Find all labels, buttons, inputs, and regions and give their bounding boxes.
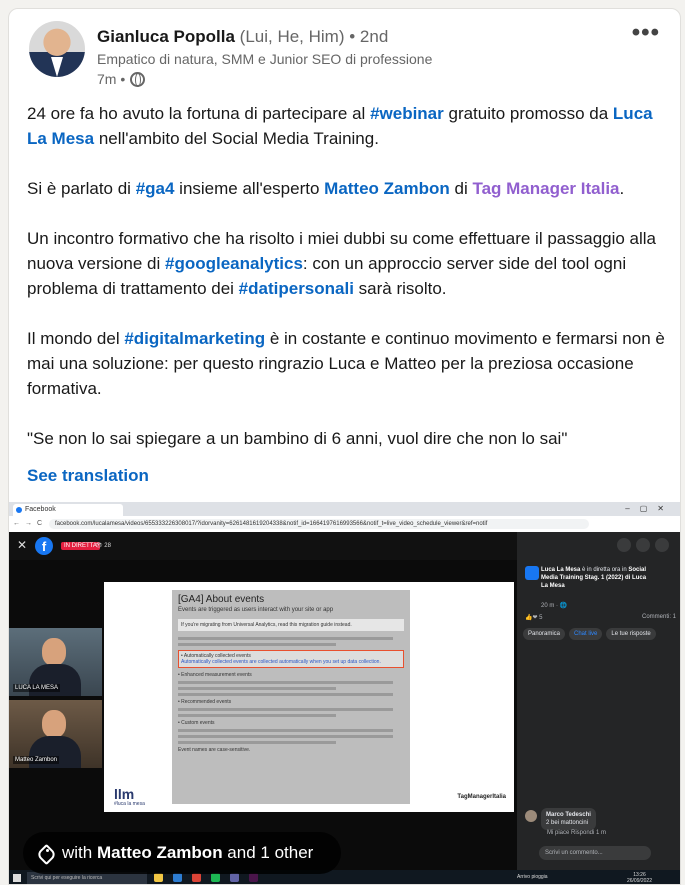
tab-panoramica: Panoramica bbox=[523, 628, 565, 640]
slide-highlight bbox=[178, 650, 404, 668]
chrome-icon bbox=[192, 873, 201, 882]
live-author bbox=[541, 566, 651, 590]
taskbar-date: 26/09/2022 bbox=[626, 878, 652, 884]
webcam-luca bbox=[9, 628, 102, 696]
hashtag-digitalmarketing[interactable]: #digitalmarketing bbox=[124, 329, 266, 348]
facebook-logo-icon: f bbox=[35, 537, 53, 555]
post-card bbox=[8, 8, 681, 885]
text-span: Un incontro formativo che ha risolto i miei dubbi su come effettuare il passaggio alla nuova versione di bbox=[27, 229, 657, 273]
see-translation-button[interactable]: See translation bbox=[27, 466, 149, 485]
profile-avatar-icon bbox=[655, 538, 669, 552]
text-span: sarà risolto. bbox=[353, 279, 447, 298]
slide-text-line bbox=[178, 714, 336, 717]
write-comment-field: Scrivi un commento... bbox=[539, 846, 651, 860]
live-badge: IN DIRETTA bbox=[61, 542, 100, 550]
reactions-count: 👍❤ 5 bbox=[525, 615, 543, 621]
text-span: Il mondo del bbox=[27, 329, 125, 348]
taskbar-clock bbox=[627, 872, 652, 884]
text-span: Si è parlato di bbox=[27, 179, 136, 198]
text-span: and 1 other bbox=[222, 843, 314, 862]
llm-logo: llm bbox=[114, 786, 135, 802]
taskbar-search: Scrivi qui per eseguire la ricerca bbox=[27, 872, 147, 884]
slide-text-line bbox=[178, 681, 393, 684]
folder-icon bbox=[154, 873, 163, 882]
webcam-matteo bbox=[9, 700, 102, 768]
comment-author: Marco Tedeschi bbox=[546, 812, 591, 818]
page-avatar bbox=[525, 566, 539, 580]
connection-degree: • 2nd bbox=[349, 27, 389, 46]
browser-nav-icon: ←→C bbox=[13, 520, 48, 527]
teams-icon bbox=[230, 873, 239, 882]
tagged-text bbox=[62, 843, 313, 863]
post-quote: "Se non lo sai spiegare a un bambino di 6 anni, vuol dire che non lo sai" bbox=[27, 429, 568, 448]
text-span: with bbox=[62, 843, 97, 862]
cam-label: Matteo Zambon bbox=[15, 757, 58, 763]
slide-title: [GA4] About events bbox=[178, 594, 265, 605]
text-span: : con un approccio server side del tool ogni problema di trattamento dei bbox=[27, 254, 627, 298]
tagged-people-pill[interactable] bbox=[23, 832, 341, 874]
slide-item: • Custom events bbox=[178, 720, 215, 726]
hashtag-datipersonali[interactable]: #datipersonali bbox=[238, 279, 354, 298]
comment-text: 2 bei mattoncini bbox=[546, 820, 589, 826]
more-options-icon[interactable]: ••• bbox=[631, 19, 660, 46]
post-time bbox=[97, 71, 145, 87]
slide-text-line bbox=[178, 637, 393, 640]
windows-start-icon bbox=[13, 874, 21, 882]
llm-logo-sub: #luca la mesa bbox=[114, 801, 145, 807]
window-controls-icon: –▢✕ bbox=[625, 504, 674, 513]
url-text: facebook.com/lucalamesa/videos/655333226308017/?idorvanity=6261481619204338&notif_id=1664197616993566&notif_t=live_video_schedule_viewer&ref=notif bbox=[49, 519, 589, 529]
slide-subtitle: Events are triggered as users interact with your site or app bbox=[178, 607, 334, 613]
live-comment bbox=[541, 808, 596, 830]
globe-icon bbox=[130, 72, 145, 87]
fb-video-topbar bbox=[9, 532, 517, 560]
slide-text-line bbox=[178, 687, 336, 690]
mention-luca-la-mesa[interactable]: Luca La Mesa bbox=[27, 104, 653, 148]
post-paragraph bbox=[27, 326, 667, 401]
post-image[interactable] bbox=[9, 502, 681, 885]
post-paragraph bbox=[27, 101, 667, 151]
post-paragraph bbox=[27, 176, 667, 201]
slide-note: If you're migrating from Universal Analytics, read this migration guide instead. bbox=[178, 619, 404, 631]
taskbar-apps bbox=[154, 873, 258, 882]
post-header bbox=[9, 9, 680, 99]
slide-text-line bbox=[178, 729, 393, 732]
video-stage bbox=[9, 560, 517, 870]
tagmanageritalia-logo: TagManagerItalia bbox=[457, 794, 506, 800]
post-text bbox=[27, 101, 667, 488]
browser-addressbar bbox=[9, 516, 681, 532]
post-timestamp: 7m • bbox=[97, 71, 126, 87]
taskbar-weather: Arrivo pioggia bbox=[517, 874, 548, 880]
live-group: Social Media Training Stag. 1 (2022) di Luca La Mesa bbox=[541, 567, 647, 589]
text-span: di bbox=[449, 179, 473, 198]
slide-item-desc: Automatically collected events are collected automatically when you set up data collection. bbox=[181, 659, 381, 665]
comment-actions: Mi piace Rispondi 1 m bbox=[547, 830, 607, 836]
text-span: nell'ambito del Social Media Training. bbox=[94, 129, 379, 148]
spotify-icon bbox=[211, 873, 220, 882]
browser-tabbar bbox=[9, 502, 681, 516]
slide-item: • Recommended events bbox=[178, 699, 232, 705]
slide-item: • Automatically collected events bbox=[181, 653, 251, 659]
browser-tab: Facebook bbox=[13, 504, 123, 516]
slack-icon bbox=[249, 873, 258, 882]
notifications-icon bbox=[636, 538, 650, 552]
text-span: . bbox=[619, 179, 625, 198]
author-avatar[interactable] bbox=[29, 21, 85, 77]
text-span: 24 ore fa ho avuto la fortuna di partecipare al bbox=[27, 104, 371, 123]
slide-text-line bbox=[178, 708, 393, 711]
comments-count: Commenti: 1 bbox=[641, 614, 676, 620]
person-head bbox=[42, 638, 66, 666]
taskbar-time: 13:26 bbox=[633, 872, 646, 878]
text-span: è in costante e continuo movimento e fermarsi non è mai una soluzione: per questo ringrazio Luca e Matteo per la preziosa occasione formativa. bbox=[27, 329, 665, 398]
author-name[interactable]: Gianluca Popolla bbox=[97, 27, 235, 46]
slide-content bbox=[172, 590, 410, 804]
fb-live-sidebar bbox=[517, 532, 681, 870]
hashtag-googleanalytics[interactable]: #googleanalytics bbox=[164, 254, 303, 273]
edge-icon bbox=[173, 873, 182, 882]
close-icon: ✕ bbox=[17, 538, 28, 552]
mention-tag-manager-italia[interactable]: Tag Manager Italia bbox=[472, 179, 620, 198]
tab-chat-live: Chat live bbox=[569, 628, 602, 640]
fb-top-icons bbox=[617, 538, 669, 552]
slide-item: • Enhanced measurement events bbox=[178, 672, 252, 678]
text-span: gratuito promosso da bbox=[443, 104, 613, 123]
slide-text-line bbox=[178, 693, 393, 696]
author-name-line bbox=[97, 27, 388, 47]
live-tabs bbox=[523, 628, 656, 640]
commenter-avatar bbox=[525, 810, 537, 822]
viewer-count: 👁 28 bbox=[95, 543, 111, 549]
cam-label: LUCA LA MESA bbox=[15, 685, 59, 691]
live-author-name: Luca La Mesa bbox=[541, 567, 581, 573]
hashtag-ga4[interactable]: #ga4 bbox=[135, 179, 175, 198]
tab-le-tue-risposte: Le tue risposte bbox=[606, 628, 655, 640]
slide-footer: Event names are case-sensitive. bbox=[178, 747, 251, 753]
presentation-slide bbox=[104, 582, 514, 812]
mention-matteo-zambon[interactable]: Matteo Zambon bbox=[324, 179, 450, 198]
messenger-icon bbox=[617, 538, 631, 552]
person-head bbox=[42, 710, 66, 738]
live-meta: 20 m · 🌐 bbox=[541, 603, 568, 609]
tag-icon bbox=[37, 845, 53, 861]
hashtag-webinar[interactable]: #webinar bbox=[370, 104, 444, 123]
tagged-name: Matteo Zambon bbox=[96, 843, 223, 862]
slide-text-line bbox=[178, 735, 393, 738]
slide-text-line bbox=[178, 741, 336, 744]
text-span: insieme all'esperto bbox=[174, 179, 325, 198]
author-pronouns: (Lui, He, Him) bbox=[239, 27, 345, 46]
text-span: è in diretta ora in bbox=[580, 567, 629, 573]
author-headline: Empatico di natura, SMM e Junior SEO di professione bbox=[97, 51, 433, 67]
slide-text-line bbox=[178, 643, 336, 646]
post-paragraph bbox=[27, 226, 667, 301]
